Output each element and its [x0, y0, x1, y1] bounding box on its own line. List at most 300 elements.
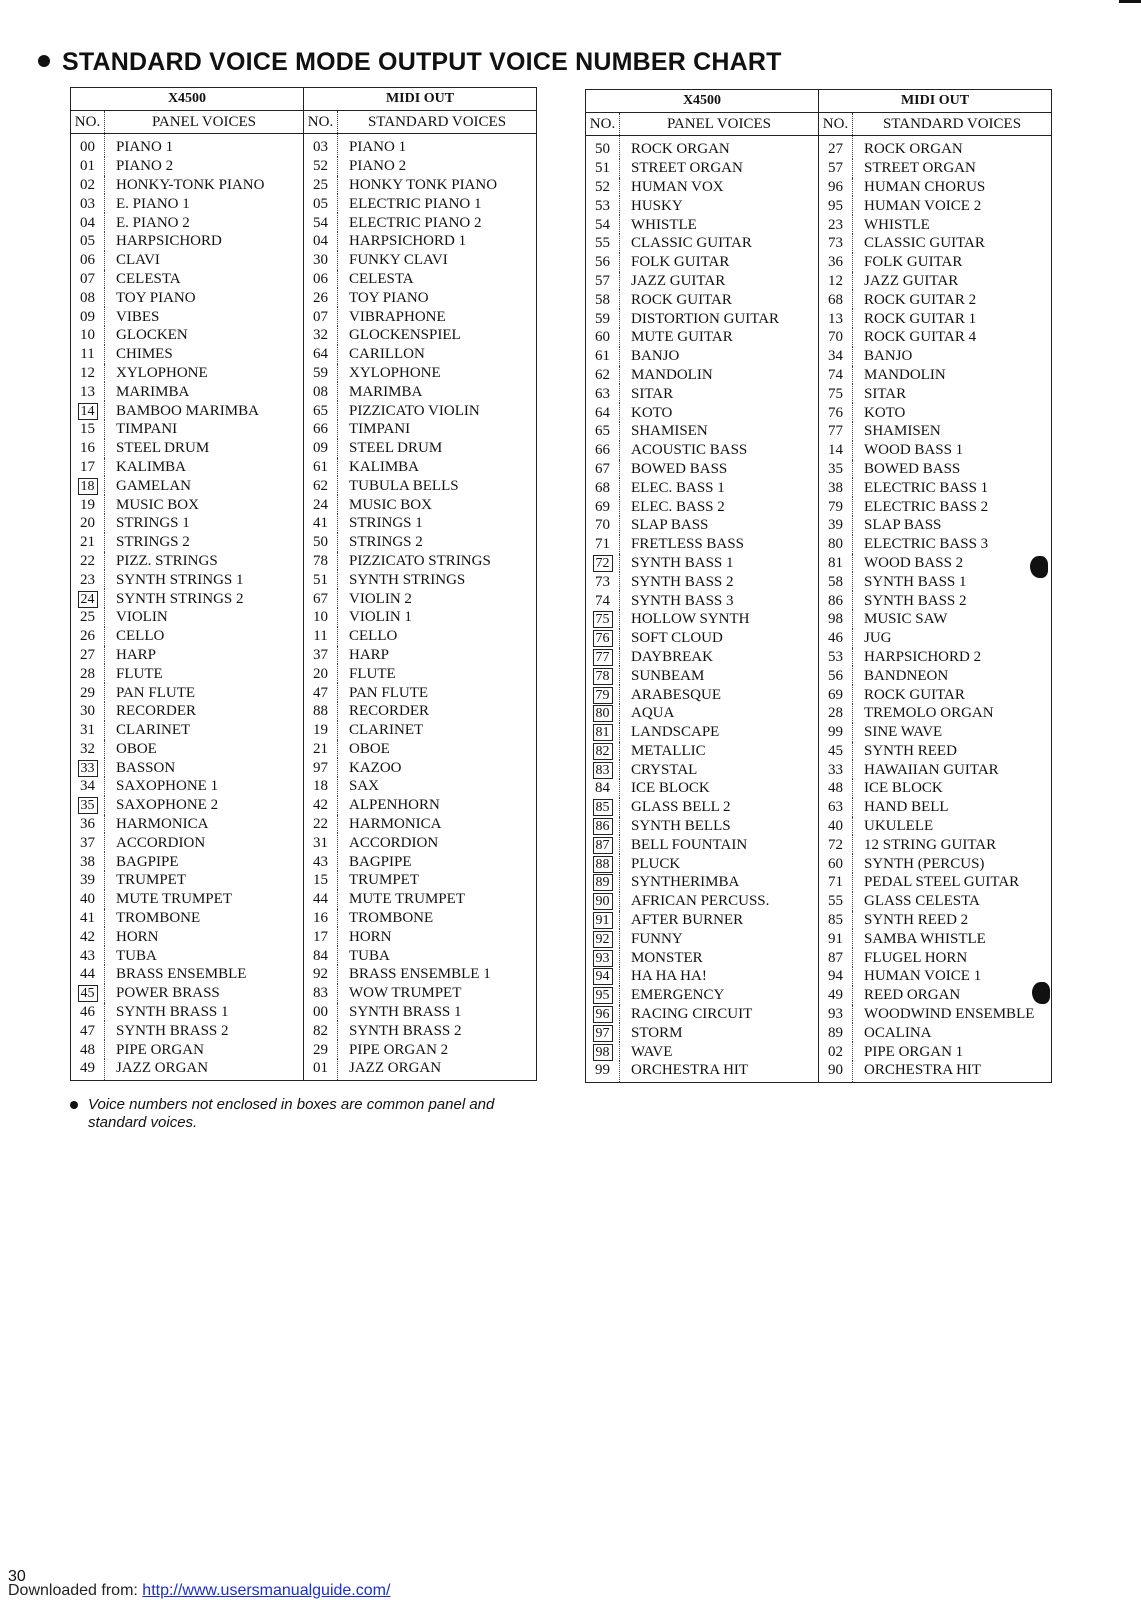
panel-no-cell	[586, 873, 620, 892]
panel-no-cell-text: 18	[78, 478, 98, 495]
standard-voice-cell	[853, 704, 1052, 723]
standard-voices-header: STANDARD VOICES	[853, 113, 1052, 136]
table-row	[71, 194, 537, 213]
standard-voice-cell	[853, 403, 1052, 422]
standard-voice-cell	[853, 328, 1052, 347]
standard-voice-cell	[338, 664, 537, 683]
panel-voice-cell	[620, 648, 819, 667]
standard-voice-cell	[338, 984, 537, 1003]
panel-voice-cell-text: HUSKY	[631, 197, 683, 214]
midi-no-cell-text: 92	[313, 966, 328, 983]
standard-voice-cell	[853, 1042, 1052, 1061]
table-row	[71, 927, 537, 946]
midi-no-cell	[819, 798, 853, 817]
panel-voice-cell-text: MUTE TRUMPET	[116, 891, 232, 908]
midi-no-cell	[304, 627, 338, 646]
table-row	[71, 702, 537, 721]
midi-out-header: MIDI OUT	[819, 90, 1052, 113]
midi-no-cell-text: 44	[313, 891, 328, 908]
standard-voice-cell-text: ELECTRIC PIANO 2	[349, 214, 482, 231]
panel-no-cell	[586, 403, 620, 422]
panel-voice-cell	[105, 796, 304, 815]
standard-voice-cell	[853, 798, 1052, 817]
midi-no-cell	[304, 589, 338, 608]
midi-no-cell	[304, 458, 338, 477]
table-row	[71, 1003, 537, 1022]
midi-no-cell-text: 83	[313, 985, 328, 1002]
panel-voice-cell	[105, 533, 304, 552]
midi-no-cell	[304, 646, 338, 665]
midi-no-cell	[819, 873, 853, 892]
table-row	[71, 1040, 537, 1059]
standard-voice-cell	[338, 232, 537, 251]
panel-no-cell	[71, 646, 105, 665]
panel-no-cell-text: 13	[80, 383, 95, 400]
standard-voice-cell-text: TIMPANI	[349, 421, 411, 438]
panel-voice-cell	[105, 871, 304, 890]
panel-voice-cell	[620, 779, 819, 798]
panel-voice-cell	[105, 589, 304, 608]
panel-no-cell	[71, 721, 105, 740]
midi-no-cell-text: 69	[828, 686, 843, 703]
table-row	[586, 742, 1052, 761]
table-row	[586, 234, 1052, 253]
panel-no-cell	[71, 134, 105, 157]
panel-no-cell	[586, 948, 620, 967]
midi-no-cell	[819, 460, 853, 479]
standard-voice-cell	[338, 1003, 537, 1022]
panel-voice-cell	[620, 253, 819, 272]
panel-no-cell	[71, 439, 105, 458]
midi-no-cell-text: 63	[828, 799, 843, 816]
midi-no-cell-text: 02	[828, 1043, 843, 1060]
standard-voice-cell	[338, 495, 537, 514]
standard-voice-cell	[338, 345, 537, 364]
midi-no-cell-text: 78	[313, 552, 328, 569]
midi-no-cell-text: 88	[313, 703, 328, 720]
midi-no-cell	[304, 345, 338, 364]
panel-voice-cell-text: FRETLESS BASS	[631, 536, 744, 553]
panel-voice-cell-text: TIMPANI	[116, 421, 178, 438]
panel-voice-cell-text: CLASSIC GUITAR	[631, 235, 752, 252]
standard-voice-cell	[853, 629, 1052, 648]
midi-no-cell-text: 22	[313, 816, 328, 833]
midi-no-cell-text: 49	[828, 987, 843, 1004]
panel-voice-cell-text: KALIMBA	[116, 458, 186, 475]
midi-no-cell	[819, 648, 853, 667]
standard-voice-cell-text: CARILLON	[349, 346, 425, 363]
panel-voice-cell-text: ICE BLOCK	[631, 780, 710, 797]
panel-no-cell	[71, 307, 105, 326]
download-prefix: Downloaded from:	[8, 1582, 143, 1599]
standard-voice-cell	[338, 777, 537, 796]
footnote-text: Voice numbers not enclosed in boxes are common panel and standard voices.	[88, 1096, 495, 1131]
midi-no-cell-text: 97	[313, 759, 328, 776]
panel-no-cell	[71, 533, 105, 552]
panel-voice-cell-text: CRYSTAL	[631, 761, 698, 778]
panel-voice-cell	[105, 909, 304, 928]
table-row	[586, 178, 1052, 197]
table-row	[71, 345, 537, 364]
midi-no-cell-text: 07	[313, 308, 328, 325]
bullet-icon	[38, 55, 50, 67]
midi-no-cell	[819, 1023, 853, 1042]
midi-no-cell-text: 59	[313, 364, 328, 381]
midi-no-cell	[819, 497, 853, 516]
standard-voice-cell-text: JAZZ GUITAR	[864, 272, 959, 289]
midi-no-cell	[304, 815, 338, 834]
panel-no-cell	[586, 234, 620, 253]
midi-no-cell	[304, 495, 338, 514]
standard-voice-cell	[853, 215, 1052, 234]
panel-voice-cell-text: PIANO 2	[116, 158, 174, 175]
panel-voice-cell-text: ORCHESTRA HIT	[631, 1062, 749, 1079]
panel-voice-cell	[620, 478, 819, 497]
panel-voice-cell	[105, 890, 304, 909]
panel-no-cell-text: 73	[595, 573, 610, 590]
panel-no-cell	[71, 1040, 105, 1059]
panel-voice-cell-text: JAZZ ORGAN	[116, 1060, 209, 1077]
standard-voice-cell	[853, 648, 1052, 667]
table-row	[71, 833, 537, 852]
table-row	[586, 1005, 1052, 1024]
midi-no-cell	[304, 401, 338, 420]
panel-no-cell	[586, 272, 620, 291]
panel-no-cell-text: 23	[80, 571, 95, 588]
midi-no-cell-text: 81	[828, 554, 843, 571]
panel-voice-cell-text: BAMBOO MARIMBA	[116, 402, 259, 419]
standard-voice-cell-text: ELECTRIC BASS 3	[864, 536, 989, 553]
panel-no-cell	[586, 835, 620, 854]
panel-voice-cell	[620, 497, 819, 516]
panel-voice-cell	[620, 1042, 819, 1061]
midi-no-cell	[819, 159, 853, 178]
panel-no-cell	[586, 422, 620, 441]
table-row	[71, 495, 537, 514]
table-row	[71, 401, 537, 420]
panel-voice-cell	[105, 683, 304, 702]
standard-voice-cell-text: FUNKY CLAVI	[349, 252, 448, 269]
panel-voice-cell	[105, 288, 304, 307]
midi-no-cell	[819, 215, 853, 234]
panel-no-cell-text: 89	[593, 874, 613, 891]
panel-voice-cell-text: ELEC. BASS 1	[631, 479, 725, 496]
standard-voice-cell	[338, 608, 537, 627]
midi-no-cell-text: 73	[828, 235, 843, 252]
midi-no-cell-text: 56	[828, 667, 843, 684]
standard-voice-cell	[338, 194, 537, 213]
table-row	[586, 948, 1052, 967]
standard-voice-cell-text: GLOCKENSPIEL	[349, 327, 461, 344]
midi-no-cell	[819, 610, 853, 629]
table-row	[586, 572, 1052, 591]
standard-voice-cell-text: CLARINET	[349, 722, 424, 739]
panel-no-cell	[586, 366, 620, 385]
panel-voice-cell	[620, 441, 819, 460]
panel-no-cell	[71, 833, 105, 852]
panel-voice-cell	[620, 178, 819, 197]
table-row	[586, 272, 1052, 291]
table-row	[71, 627, 537, 646]
midi-no-cell-text: 55	[828, 893, 843, 910]
panel-no-cell-text: 65	[595, 423, 610, 440]
panel-no-cell	[586, 742, 620, 761]
panel-no-cell	[71, 777, 105, 796]
standard-voice-cell-text: HARP	[349, 646, 390, 663]
table-row	[586, 704, 1052, 723]
table-row	[71, 815, 537, 834]
midi-no-cell-text: 25	[313, 176, 328, 193]
midi-no-cell-text: 41	[313, 515, 328, 532]
panel-no-cell	[71, 871, 105, 890]
standard-voice-cell	[338, 514, 537, 533]
panel-voice-cell	[620, 328, 819, 347]
panel-no-cell-text: 47	[80, 1022, 95, 1039]
panel-no-cell-text: 11	[80, 346, 95, 363]
standard-voice-cell-text: HUMAN CHORUS	[864, 178, 986, 195]
midi-no-cell	[819, 516, 853, 535]
panel-no-cell	[586, 347, 620, 366]
table-row	[71, 871, 537, 890]
midi-no-cell-text: 35	[828, 460, 843, 477]
panel-no-cell-text: 29	[80, 684, 95, 701]
midi-no-cell-text: 79	[828, 498, 843, 515]
standard-voice-cell-text: TUBULA BELLS	[349, 477, 459, 494]
standard-voice-cell	[338, 646, 537, 665]
midi-no-cell	[304, 796, 338, 815]
table-row	[586, 629, 1052, 648]
midi-no-cell-text: 87	[828, 949, 843, 966]
table-row	[71, 852, 537, 871]
table-row	[71, 288, 537, 307]
standard-voice-cell	[338, 946, 537, 965]
standard-voice-cell-text: PIPE ORGAN 2	[349, 1041, 449, 1058]
standard-voice-cell	[338, 401, 537, 420]
panel-no-cell	[586, 441, 620, 460]
panel-voice-cell-text: PAN FLUTE	[116, 684, 196, 701]
standard-voice-cell-text: STEEL DRUM	[349, 440, 443, 457]
panel-no-cell	[586, 328, 620, 347]
midi-no-cell	[819, 723, 853, 742]
panel-no-cell-text: 37	[80, 834, 95, 851]
standard-voice-cell-text: KALIMBA	[349, 458, 419, 475]
panel-voice-cell-text: BANJO	[631, 348, 680, 365]
panel-no-cell-text: 92	[593, 931, 613, 948]
midi-no-cell	[819, 441, 853, 460]
midi-no-cell	[819, 854, 853, 873]
panel-no-cell-text: 97	[593, 1025, 613, 1042]
midi-no-cell-text: 21	[313, 740, 328, 757]
standard-voice-cell-text: HAND BELL	[864, 799, 949, 816]
table-row	[586, 215, 1052, 234]
panel-voice-cell-text: SYNTH STRINGS 1	[116, 571, 244, 588]
panel-no-cell	[586, 572, 620, 591]
panel-voice-cell-text: FUNNY	[631, 930, 683, 947]
panel-no-cell-text: 00	[80, 139, 95, 156]
standard-voice-cell	[338, 570, 537, 589]
midi-no-cell-text: 01	[313, 1060, 328, 1077]
panel-no-cell-text: 99	[595, 1062, 610, 1079]
panel-voice-cell	[105, 401, 304, 420]
standard-voice-cell	[853, 309, 1052, 328]
midi-no-cell	[304, 552, 338, 571]
standard-voice-cell-text: ELECTRIC BASS 1	[864, 479, 989, 496]
standard-voice-cell	[338, 796, 537, 815]
midi-no-cell-text: 62	[313, 477, 328, 494]
midi-no-cell	[819, 234, 853, 253]
table-row	[71, 946, 537, 965]
table-row	[71, 270, 537, 289]
panel-no-cell-text: 03	[80, 195, 95, 212]
panel-no-cell	[71, 909, 105, 928]
standard-voice-cell-text: SITAR	[864, 385, 907, 402]
panel-no-cell-text: 60	[595, 329, 610, 346]
panel-voice-cell	[105, 1059, 304, 1080]
panel-voice-cell	[620, 986, 819, 1005]
standard-voice-cell-text: CELESTA	[349, 270, 414, 287]
standard-voice-cell	[338, 1040, 537, 1059]
panel-voice-cell	[105, 664, 304, 683]
midi-no-cell-text: 80	[828, 536, 843, 553]
standard-voice-cell-text: VIOLIN 1	[349, 609, 412, 626]
midi-no-cell	[819, 178, 853, 197]
midi-no-cell	[304, 1040, 338, 1059]
panel-voice-cell	[105, 176, 304, 195]
standard-voice-cell	[853, 460, 1052, 479]
midi-no-cell	[819, 948, 853, 967]
standard-voice-cell-text: ALPENHORN	[349, 797, 440, 814]
panel-no-cell-text: 36	[80, 816, 95, 833]
panel-voice-cell-text: PLUCK	[631, 855, 681, 872]
panel-voice-cell	[105, 364, 304, 383]
midi-no-cell-text: 95	[828, 197, 843, 214]
panel-voice-cell	[620, 136, 819, 159]
table-row	[71, 552, 537, 571]
panel-voice-cell	[105, 157, 304, 176]
midi-no-cell	[304, 1021, 338, 1040]
panel-voice-cell-text: HARPSICHORD	[116, 233, 222, 250]
table-row	[586, 1023, 1052, 1042]
midi-no-cell	[819, 835, 853, 854]
panel-no-cell-text: 69	[595, 498, 610, 515]
panel-voice-cell-text: HARMONICA	[116, 816, 209, 833]
standard-voice-cell	[338, 871, 537, 890]
panel-no-cell	[586, 178, 620, 197]
standard-voice-cell	[853, 572, 1052, 591]
panel-voice-cell-text: XYLOPHONE	[116, 364, 208, 381]
standard-voice-cell-text: ELECTRIC PIANO 1	[349, 195, 482, 212]
table-row	[71, 326, 537, 345]
panel-voice-cell	[105, 984, 304, 1003]
panel-voice-cell-text: FLUTE	[116, 665, 163, 682]
midi-no-cell-text: 23	[828, 216, 843, 233]
standard-voice-cell-text: BOWED BASS	[864, 460, 961, 477]
standard-voice-cell	[853, 760, 1052, 779]
standard-voice-cell-text: HORN	[349, 928, 392, 945]
panel-no-cell	[71, 965, 105, 984]
panel-voice-cell	[105, 251, 304, 270]
panel-no-cell-text: 98	[593, 1044, 613, 1061]
table-row	[71, 721, 537, 740]
panel-voice-cell-text: MUTE GUITAR	[631, 329, 733, 346]
panel-no-cell-text: 81	[593, 724, 613, 741]
table-row	[586, 835, 1052, 854]
midi-no-cell	[819, 136, 853, 159]
standard-voice-cell	[338, 288, 537, 307]
panel-voice-cell	[620, 290, 819, 309]
standard-voice-cell	[338, 758, 537, 777]
table-row	[586, 1042, 1052, 1061]
panel-voice-cell-text: SYNTHERIMBA	[631, 874, 740, 891]
midi-no-cell-text: 29	[313, 1041, 328, 1058]
panel-voice-cell	[105, 852, 304, 871]
panel-no-cell	[586, 929, 620, 948]
panel-voice-cell-text: SOFT CLOUD	[631, 630, 723, 647]
panel-voice-cell-text: TRUMPET	[116, 872, 187, 889]
standard-voice-cell	[338, 1059, 537, 1080]
panel-no-cell-text: 80	[593, 705, 613, 722]
midi-no-cell-text: 72	[828, 836, 843, 853]
panel-voice-cell	[620, 215, 819, 234]
midi-no-cell	[304, 946, 338, 965]
panel-no-cell-text: 91	[593, 912, 613, 929]
midi-no-cell	[304, 476, 338, 495]
standard-voice-cell	[338, 476, 537, 495]
standard-voice-cell-text: SYNTH BRASS 1	[349, 1004, 462, 1021]
table-row	[586, 497, 1052, 516]
panel-no-cell	[71, 1021, 105, 1040]
panel-voice-cell	[105, 458, 304, 477]
midi-no-cell	[819, 629, 853, 648]
standard-voice-cell	[853, 967, 1052, 986]
standard-voice-cell	[338, 533, 537, 552]
panel-voice-cell	[105, 646, 304, 665]
midi-no-cell	[819, 272, 853, 291]
midi-no-cell	[819, 347, 853, 366]
panel-voice-cell-text: CHIMES	[116, 346, 173, 363]
table-row	[71, 965, 537, 984]
standard-voice-cell	[853, 873, 1052, 892]
panel-no-cell	[586, 854, 620, 873]
panel-no-cell	[586, 253, 620, 272]
panel-no-cell-text: 33	[78, 760, 98, 777]
panel-no-cell-text: 12	[80, 364, 95, 381]
standard-voice-cell-text: 12 STRING GUITAR	[864, 836, 997, 853]
midi-no-cell-text: 19	[313, 722, 328, 739]
standard-voice-cell	[853, 948, 1052, 967]
midi-no-cell	[819, 685, 853, 704]
panel-voice-cell	[105, 833, 304, 852]
download-link[interactable]: http://www.usersmanualguide.com/	[142, 1582, 391, 1599]
table-row	[586, 478, 1052, 497]
panel-voice-cell	[620, 460, 819, 479]
panel-no-cell	[586, 911, 620, 930]
panel-no-cell-text: 76	[593, 630, 613, 647]
panel-no-cell-text: 93	[593, 950, 613, 967]
panel-no-cell	[71, 589, 105, 608]
panel-no-cell	[71, 570, 105, 589]
midi-no-cell-text: 10	[313, 609, 328, 626]
standard-voice-cell-text: STREET ORGAN	[864, 160, 976, 177]
standard-voice-cell-text: BAGPIPE	[349, 853, 412, 870]
standard-voice-cell-text: PIPE ORGAN 1	[864, 1043, 964, 1060]
midi-no-cell	[819, 967, 853, 986]
panel-no-cell	[586, 1005, 620, 1024]
midi-no-cell-text: 40	[828, 818, 843, 835]
midi-no-cell-text: 30	[313, 252, 328, 269]
midi-no-cell	[304, 664, 338, 683]
table-row	[586, 328, 1052, 347]
